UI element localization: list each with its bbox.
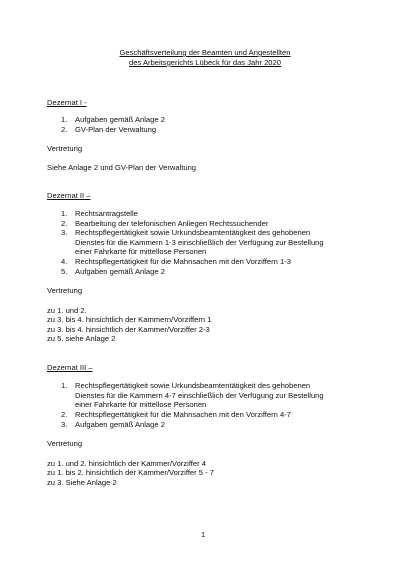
dezernat-2-item-3-number: 3. <box>61 228 68 237</box>
dezernat-2-heading: Dezernat II – <box>47 191 91 200</box>
dezernat-2-vertretung-line-1: zu 1. und 2. <box>47 306 87 315</box>
dezernat-2-item-5-text: Aufgaben gemäß Anlage 2 <box>75 267 165 276</box>
dezernat-3-item-1-text-line-1: Rechtspflegertätigkeit sowie Urkundsbeamtentätigkeit des gehobenen <box>75 381 311 390</box>
dezernat-3-item-3-number: 3. <box>61 420 68 429</box>
dezernat-2-item-4-number: 4. <box>61 257 68 266</box>
page-number: 1 <box>201 530 206 539</box>
document-title-line-2: des Arbeitsgerichts Lübeck für das Jahr 2020 <box>129 58 281 67</box>
dezernat-2-vertretung-line-2: zu 3. bis 4. hinsichtlich der Kammern/Vorziffern 1 <box>47 315 212 324</box>
dezernat-3-item-1-number: 1. <box>61 381 68 390</box>
dezernat-1-item-1-text: Aufgaben gemäß Anlage 2 <box>75 115 165 124</box>
dezernat-2-item-3-text-line-1: Rechtspflegertätigkeit sowie Urkundsbeamtentätigkeit des gehobenen <box>75 228 311 237</box>
dezernat-2-vertretung-label: Vertretung <box>47 286 83 295</box>
dezernat-3-vertretung-label: Vertretung <box>47 439 83 448</box>
dezernat-1-heading: Dezernat I - <box>47 98 87 107</box>
dezernat-2-item-5-number: 5. <box>61 267 68 276</box>
dezernat-3-vertretung-line-2: zu 1. bis 2. hinsichtlich der Kammer/Vorziffer 5 - 7 <box>47 468 214 477</box>
dezernat-2-item-3-text-line-3: einer Fahrkarte für mittellose Personen <box>75 247 207 256</box>
dezernat-2-item-4-text: Rechtspflegertätigkeit für die Mahnsachen mit den Vorziffern 1-3 <box>75 257 291 266</box>
dezernat-3-item-2-text: Rechtspflegertätigkeit für die Mahnsachen mit den Vorziffern 4-7 <box>75 410 291 419</box>
dezernat-3-item-3-text: Aufgaben gemäß Anlage 2 <box>75 420 165 429</box>
dezernat-1-vertretung-line-1: Siehe Anlage 2 und GV-Plan der Verwaltung <box>47 163 197 172</box>
dezernat-3-item-1-text-line-3: einer Fahrkarte für mittellose Personen <box>75 400 207 409</box>
dezernat-1-vertretung-label: Vertretung <box>47 144 83 153</box>
dezernat-3-vertretung-line-3: zu 3. Siehe Anlage 2 <box>47 478 117 487</box>
dezernat-3-vertretung-line-1: zu 1. und 2. hinsichtlich der Kammer/Vorziffer 4 <box>47 459 206 468</box>
dezernat-2-item-2-text: Bearbeitung der telefonischen Anliegen Rechtssuchender <box>75 219 269 228</box>
dezernat-2-item-1-text: Rechtsantragstelle <box>75 209 138 218</box>
dezernat-1-item-2-number: 2. <box>61 125 68 134</box>
dezernat-3-item-2-number: 2. <box>61 410 68 419</box>
dezernat-3-item-1-text-line-2: Dienstes für die Kammern 4-7 einschließlich der Verfügung zur Bestellung <box>75 391 324 400</box>
dezernat-2-item-3-text-line-2: Dienstes für die Kammern 1-3 einschließlich der Verfügung zur Bestellung <box>75 238 324 247</box>
dezernat-2-vertretung-line-3: zu 3. bis 4. hinsichtlich der Kammer/Vorziffer 2-3 <box>47 325 210 334</box>
document-title-line-1: Geschäftsverteilung der Beamten und Angestellten <box>119 48 291 57</box>
dezernat-2-item-1-number: 1. <box>61 209 68 218</box>
dezernat-2-item-2-number: 2. <box>61 219 68 228</box>
dezernat-1-item-2-text: GV-Plan der Verwaltung <box>75 125 157 134</box>
dezernat-2-vertretung-line-4: zu 5. siehe Anlage 2 <box>47 334 116 343</box>
dezernat-3-heading: Dezernat III – <box>47 363 93 372</box>
dezernat-1-item-1-number: 1. <box>61 115 68 124</box>
